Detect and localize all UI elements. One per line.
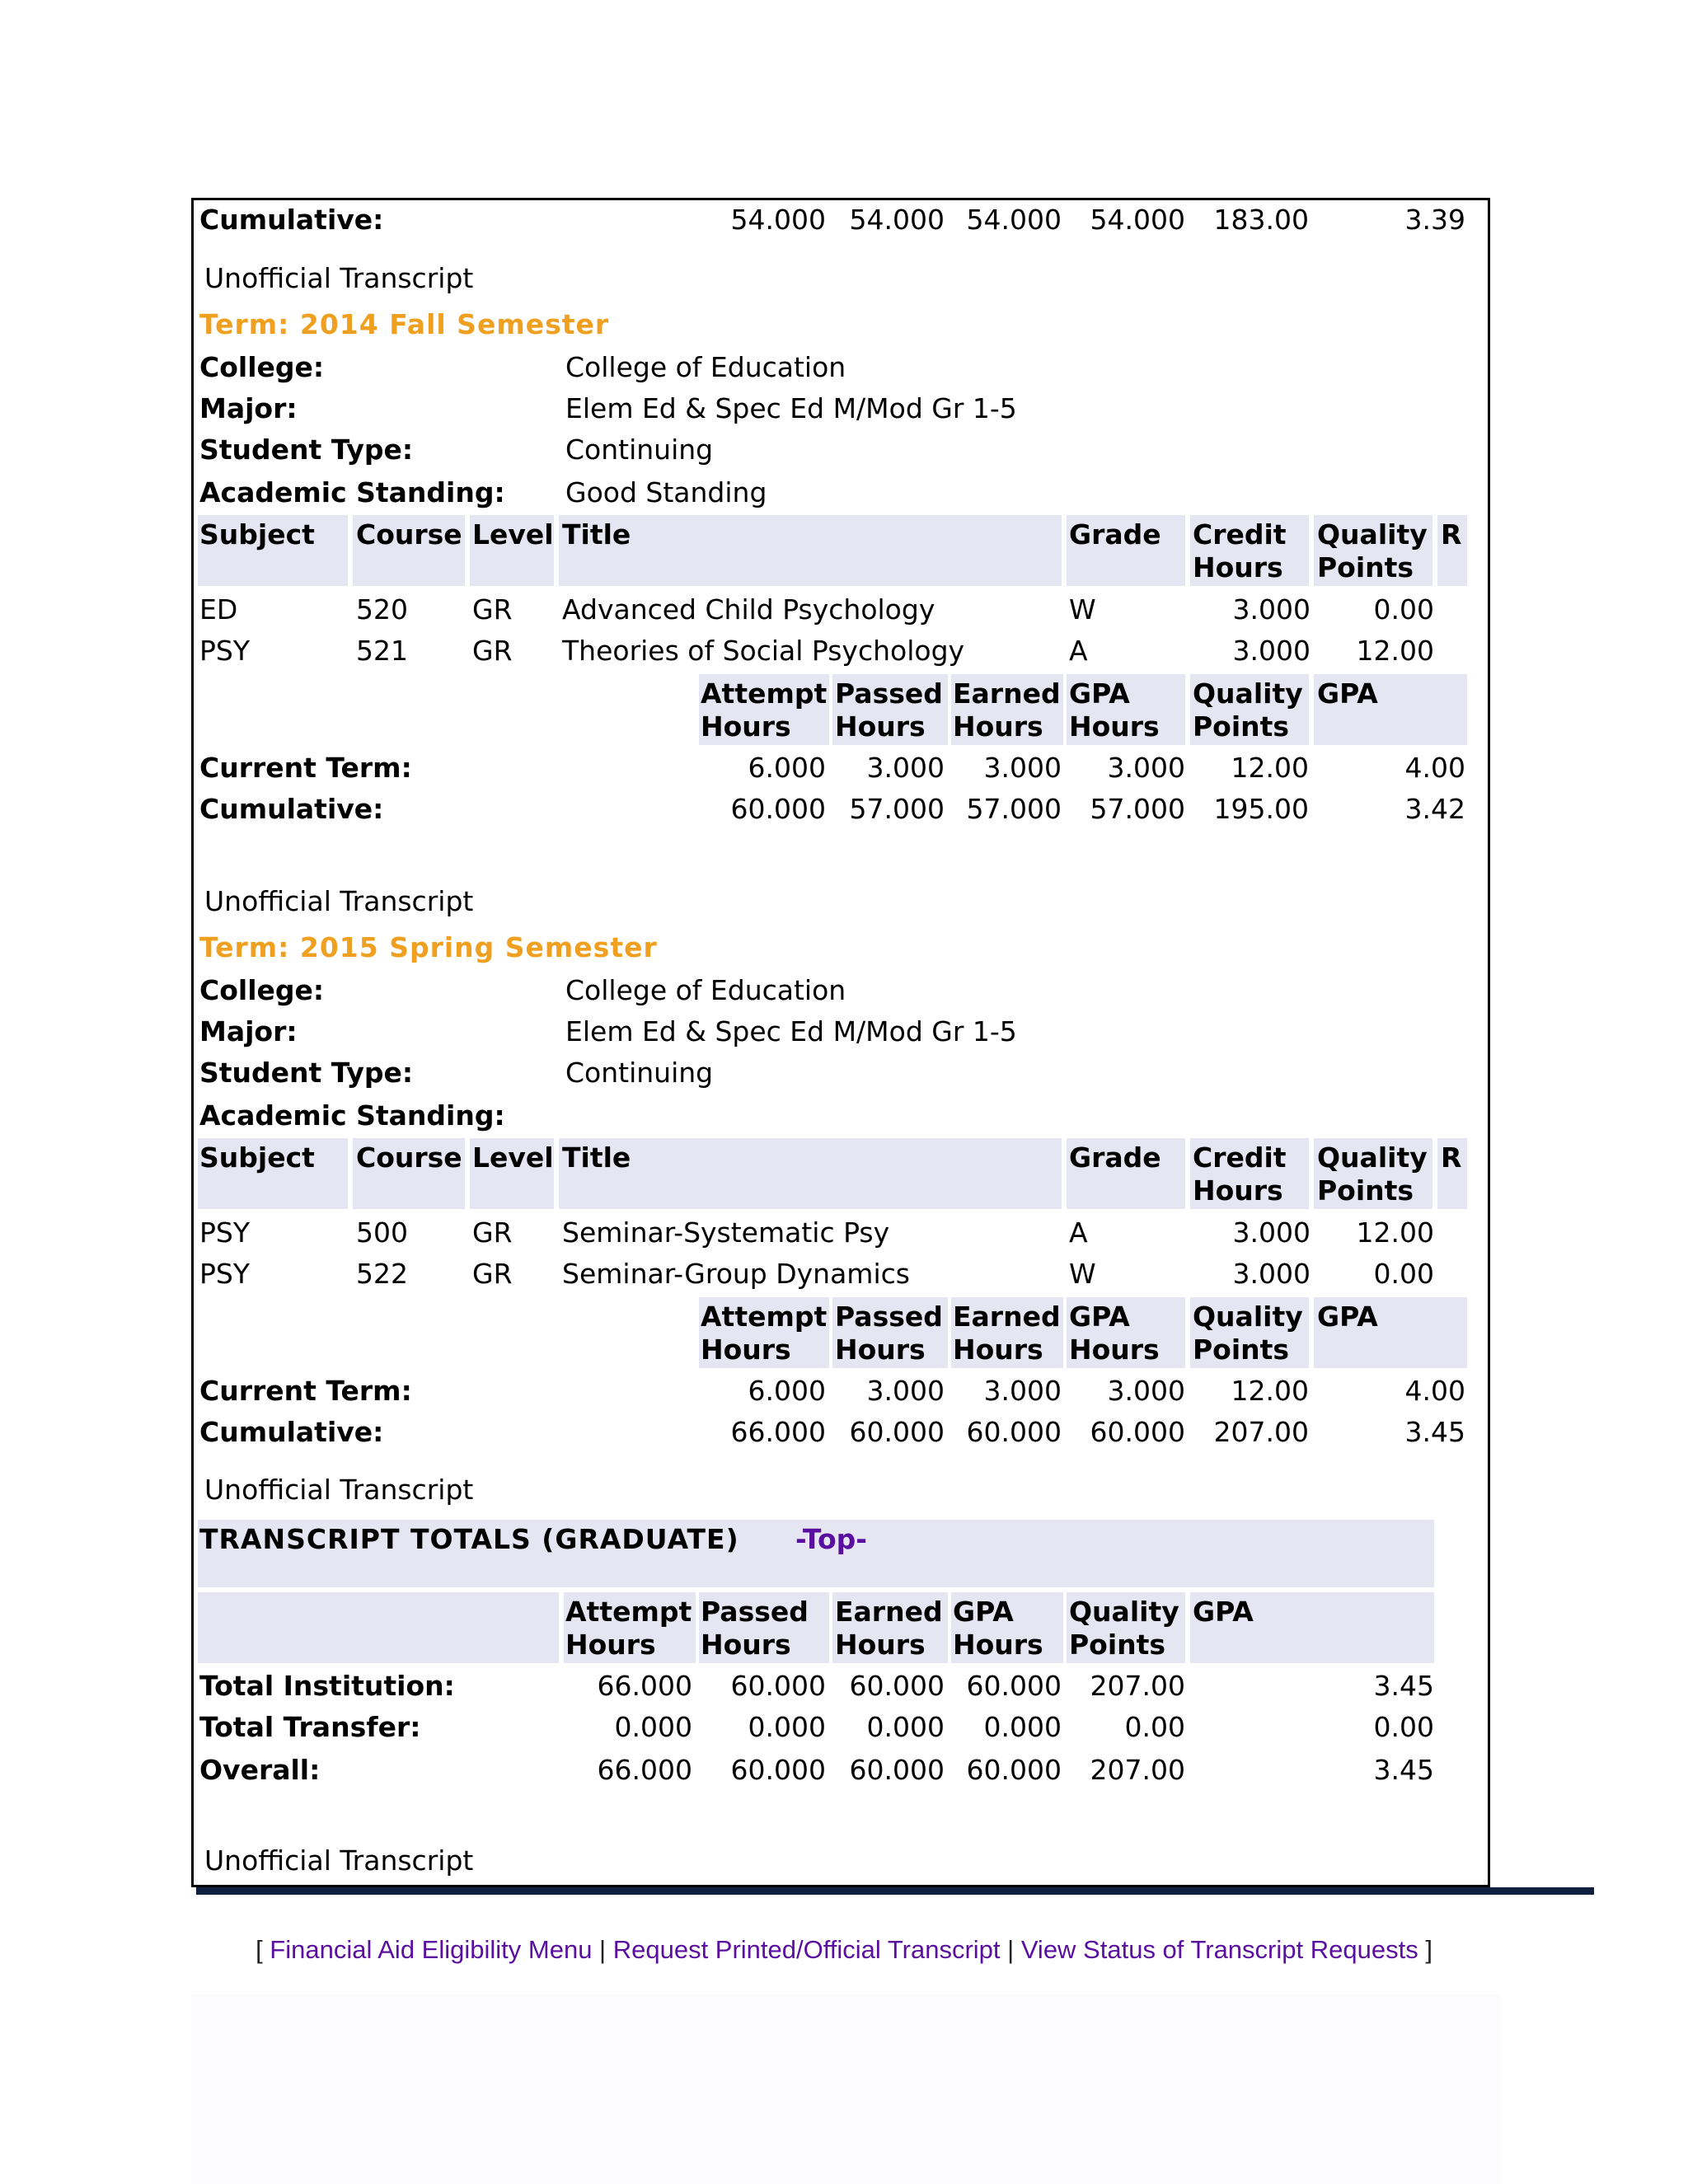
value-cell: 60.000	[966, 1754, 1062, 1786]
value-cell: 12.00	[1231, 752, 1309, 784]
bottom-divider-bar	[196, 1887, 1594, 1895]
stat-quality: Quality	[1193, 1301, 1303, 1333]
stat-quality-points: Points	[1193, 1333, 1290, 1366]
value-cell: 6.000	[748, 1375, 826, 1407]
course-level: GR	[472, 593, 513, 626]
value-cell: 207.00	[1213, 1416, 1309, 1448]
course-number: 522	[356, 1258, 408, 1290]
stat-quality-points: Points	[1193, 710, 1290, 743]
value-cell: 6.000	[748, 752, 826, 784]
request-official-transcript-link[interactable]: Request Printed/Official Transcript	[612, 1935, 1001, 1964]
header-cell	[198, 1592, 559, 1663]
college-value: College of Education	[565, 974, 846, 1006]
stat-earned: Earned	[835, 1596, 943, 1628]
value-cell: 195.00	[1213, 793, 1309, 825]
value-cell: 66.000	[597, 1670, 692, 1702]
col-quality: Quality	[1317, 518, 1428, 551]
value-cell: 0.000	[866, 1711, 945, 1743]
course-title: Seminar-Systematic Psy	[562, 1216, 890, 1249]
value-cell: 66.000	[730, 1416, 826, 1448]
course-credit: 3.000	[1232, 635, 1311, 667]
unofficial-transcript-label: Unofficial Transcript	[204, 885, 474, 917]
course-level: GR	[472, 1216, 513, 1249]
stat-earned-hours: Hours	[953, 1333, 1043, 1366]
col-quality-points: Points	[1317, 1174, 1414, 1207]
value-cell: 60.000	[966, 1416, 1062, 1448]
footer-separator: |	[592, 1935, 613, 1964]
course-level: GR	[472, 1258, 513, 1290]
top-cum-earned: 54.000	[966, 204, 1062, 236]
major-value: Elem Ed & Spec Ed M/Mod Gr 1-5	[565, 392, 1017, 424]
col-course: Course	[356, 518, 462, 551]
footer-bracket-open: [	[256, 1935, 270, 1964]
stat-passed-hours: Hours	[835, 710, 926, 743]
col-r: R	[1441, 518, 1462, 551]
stat-gpa: GPA	[1069, 677, 1130, 710]
major-label: Major:	[199, 1015, 298, 1047]
col-quality: Quality	[1317, 1141, 1428, 1174]
top-cumulative-label: Cumulative:	[199, 204, 384, 236]
student-type-label: Student Type:	[199, 1057, 414, 1089]
value-cell: 3.000	[1107, 752, 1185, 784]
course-number: 520	[356, 593, 408, 626]
value-cell: 57.000	[966, 793, 1062, 825]
value-cell: 4.00	[1404, 1375, 1465, 1407]
stat-gpa-col: GPA	[1317, 1301, 1378, 1333]
value-cell: 60.000	[849, 1754, 945, 1786]
total-transfer-label: Total Transfer:	[199, 1711, 421, 1743]
stat-quality: Quality	[1193, 677, 1303, 710]
stat-passed: Passed	[835, 1301, 943, 1333]
course-quality: 0.00	[1373, 593, 1434, 626]
course-quality: 12.00	[1356, 1216, 1434, 1249]
value-cell: 4.00	[1404, 752, 1465, 784]
value-cell: 57.000	[1090, 793, 1185, 825]
stat-earned-hours: Hours	[953, 710, 1043, 743]
footer-links	[0, 1935, 1688, 1965]
value-cell: 0.00	[1373, 1711, 1434, 1743]
top-cum-quality: 183.00	[1213, 204, 1309, 236]
current-term-label: Current Term:	[199, 752, 412, 784]
value-cell: 3.45	[1404, 1416, 1465, 1448]
value-cell: 0.00	[1124, 1711, 1185, 1743]
major-value: Elem Ed & Spec Ed M/Mod Gr 1-5	[565, 1015, 1017, 1047]
col-quality-points: Points	[1317, 551, 1414, 583]
value-cell: 60.000	[849, 1670, 945, 1702]
col-title: Title	[562, 518, 631, 551]
course-subject: ED	[199, 593, 238, 626]
stat-gpa-hours: Hours	[1069, 710, 1160, 743]
stat-gpa-col: GPA	[1193, 1596, 1254, 1628]
course-number: 521	[356, 635, 408, 667]
stat-attempt-hours: Hours	[565, 1629, 656, 1661]
col-credit: Credit	[1193, 1141, 1287, 1174]
course-title: Advanced Child Psychology	[562, 593, 935, 626]
financial-aid-eligibility-menu-link[interactable]: Financial Aid Eligibility Menu	[270, 1935, 593, 1964]
stat-attempt: Attempt	[701, 1301, 828, 1333]
course-grade: A	[1069, 1216, 1088, 1249]
value-cell: 3.42	[1404, 793, 1465, 825]
col-title: Title	[562, 1141, 631, 1174]
course-title: Seminar-Group Dynamics	[562, 1258, 910, 1290]
value-cell: 3.45	[1373, 1670, 1434, 1702]
student-type-value: Continuing	[565, 1057, 714, 1089]
stat-attempt-hours: Hours	[701, 1333, 791, 1366]
col-level: Level	[472, 518, 554, 551]
value-cell: 3.000	[983, 1375, 1062, 1407]
col-credit-hours: Hours	[1193, 551, 1283, 583]
value-cell: 207.00	[1090, 1754, 1185, 1786]
major-label: Major:	[199, 392, 298, 424]
stat-attempt-hours: Hours	[701, 710, 791, 743]
value-cell: 12.00	[1231, 1375, 1309, 1407]
col-level: Level	[472, 1141, 554, 1174]
stat-quality-points: Points	[1069, 1629, 1166, 1661]
col-r: R	[1441, 1141, 1462, 1174]
value-cell: 60.000	[730, 1670, 826, 1702]
stat-gpa: GPA	[1069, 1301, 1130, 1333]
stat-gpa-hours: Hours	[1069, 1333, 1160, 1366]
current-term-label: Current Term:	[199, 1375, 412, 1407]
college-value: College of Education	[565, 351, 846, 383]
stat-quality: Quality	[1069, 1596, 1179, 1628]
value-cell: 66.000	[597, 1754, 692, 1786]
value-cell: 57.000	[849, 793, 945, 825]
col-subject: Subject	[199, 518, 315, 551]
term-heading: Term: 2015 Spring Semester	[199, 931, 658, 963]
stat-earned-hours: Hours	[835, 1629, 926, 1661]
value-cell: 3.000	[983, 752, 1062, 784]
stat-gpa: GPA	[953, 1596, 1014, 1628]
value-cell: 0.000	[748, 1711, 826, 1743]
unofficial-transcript-label: Unofficial Transcript	[204, 262, 474, 294]
stat-passed: Passed	[835, 677, 943, 710]
term-heading: Term: 2014 Fall Semester	[199, 308, 610, 340]
cumulative-label: Cumulative:	[199, 793, 384, 825]
course-quality: 0.00	[1373, 1258, 1434, 1290]
value-cell: 60.000	[730, 1754, 826, 1786]
col-credit: Credit	[1193, 518, 1287, 551]
course-title: Theories of Social Psychology	[562, 635, 965, 667]
college-label: College:	[199, 351, 325, 383]
value-cell: 60.000	[849, 1416, 945, 1448]
value-cell: 0.000	[614, 1711, 692, 1743]
total-institution-label: Total Institution:	[199, 1670, 455, 1702]
footer-separator: |	[1000, 1935, 1021, 1964]
value-cell: 60.000	[966, 1670, 1062, 1702]
course-number: 500	[356, 1216, 408, 1249]
stat-gpa-col: GPA	[1317, 677, 1378, 710]
value-cell: 207.00	[1090, 1670, 1185, 1702]
course-grade: A	[1069, 635, 1088, 667]
academic-standing-value: Good Standing	[565, 476, 767, 509]
course-grade: W	[1069, 1258, 1096, 1290]
course-subject: PSY	[199, 1216, 251, 1249]
stat-passed-hours: Hours	[835, 1333, 926, 1366]
college-label: College:	[199, 974, 325, 1006]
unofficial-transcript-label: Unofficial Transcript	[204, 1844, 474, 1877]
col-grade: Grade	[1069, 1141, 1161, 1174]
value-cell: 60.000	[730, 793, 826, 825]
col-course: Course	[356, 1141, 462, 1174]
stat-earned: Earned	[953, 677, 1061, 710]
view-transcript-requests-link[interactable]: View Status of Transcript Requests	[1020, 1935, 1418, 1964]
page-background-band	[191, 1994, 1502, 2184]
stat-passed-hours: Hours	[701, 1629, 791, 1661]
student-type-value: Continuing	[565, 434, 714, 466]
course-subject: PSY	[199, 635, 251, 667]
top-cum-gpa: 3.39	[1404, 204, 1465, 236]
top-cum-passed: 54.000	[849, 204, 945, 236]
top-cum-gpa-hours: 54.000	[1090, 204, 1185, 236]
value-cell: 3.000	[1107, 1375, 1185, 1407]
value-cell: 3.45	[1373, 1754, 1434, 1786]
value-cell: 60.000	[1090, 1416, 1185, 1448]
header-cell	[559, 515, 1062, 586]
col-grade: Grade	[1069, 518, 1161, 551]
course-subject: PSY	[199, 1258, 251, 1290]
course-credit: 3.000	[1232, 1216, 1311, 1249]
cumulative-label: Cumulative:	[199, 1416, 384, 1448]
value-cell: 3.000	[866, 1375, 945, 1407]
value-cell: 3.000	[866, 752, 945, 784]
col-credit-hours: Hours	[1193, 1174, 1283, 1207]
stat-earned: Earned	[953, 1301, 1061, 1333]
stat-gpa-hours: Hours	[953, 1629, 1043, 1661]
course-grade: W	[1069, 593, 1096, 626]
stat-attempt: Attempt	[701, 677, 828, 710]
student-type-label: Student Type:	[199, 434, 414, 466]
value-cell: 0.000	[983, 1711, 1062, 1743]
course-credit: 3.000	[1232, 593, 1311, 626]
footer-bracket-close: ]	[1418, 1935, 1432, 1964]
course-credit: 3.000	[1232, 1258, 1311, 1290]
header-cell	[559, 1138, 1062, 1209]
overall-label: Overall:	[199, 1754, 321, 1786]
course-level: GR	[472, 635, 513, 667]
totals-title: TRANSCRIPT TOTALS (GRADUATE)	[199, 1523, 739, 1555]
col-subject: Subject	[199, 1141, 315, 1174]
unofficial-transcript-label: Unofficial Transcript	[204, 1474, 474, 1506]
course-quality: 12.00	[1356, 635, 1434, 667]
top-cum-attempt: 54.000	[730, 204, 826, 236]
academic-standing-label: Academic Standing:	[199, 1099, 505, 1132]
academic-standing-label: Academic Standing:	[199, 476, 505, 509]
stat-attempt: Attempt	[565, 1596, 692, 1628]
stat-passed: Passed	[701, 1596, 809, 1628]
top-link[interactable]: -Top-	[795, 1523, 867, 1555]
